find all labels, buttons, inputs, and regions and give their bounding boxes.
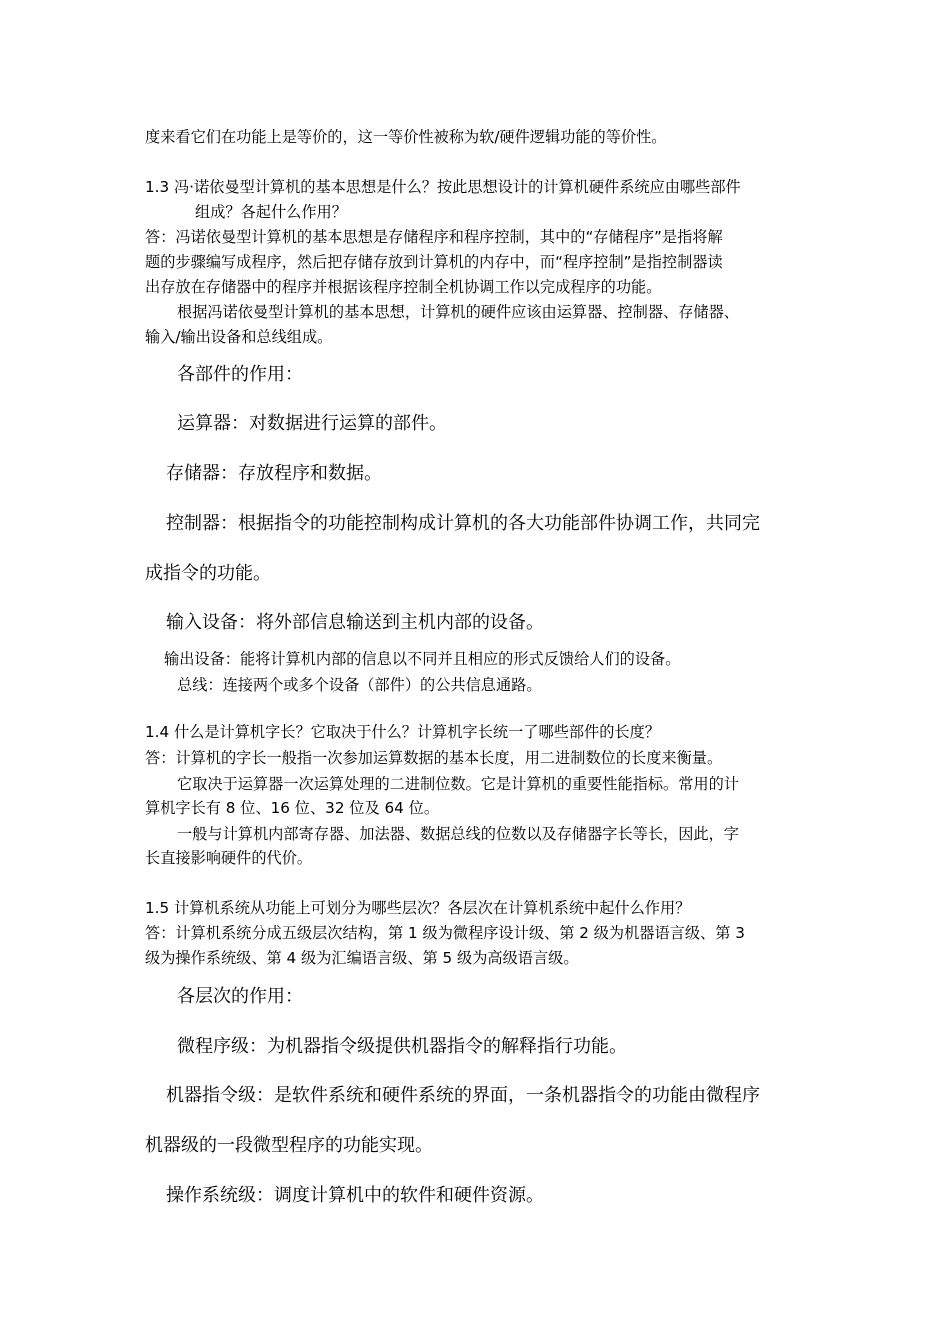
answer-1-5-line-2: 级为操作系统级、第 4 级为汇编语言级、第 5 级为高级语言级。 [145, 949, 579, 967]
output-device-line: 输出设备：能将计算机内部的信息以不同并且相应的形式反馈给人们的设备。 [164, 650, 681, 668]
parts-heading: 各部件的作用： [177, 364, 303, 385]
answer-1-4-line-4: 一般与计算机内部寄存器、加法器、数据总线的位数以及存储器字长等长，因此，字 [177, 825, 739, 843]
answer-1-5-line-1: 答：计算机系统分成五级层次结构，第 1 级为微程序设计级、第 2 级为机器语言级、第 3 [145, 924, 745, 942]
intro-line: 度来看它们在功能上是等价的，这一等价性被称为软/硬件逻辑功能的等价性。 [145, 128, 667, 146]
levels-heading: 各层次的作用： [177, 986, 303, 1007]
question-1-3: 1.3 冯·诺依曼型计算机的基本思想是什么？按此思想设计的计算机硬件系统应由哪些部件 [145, 178, 741, 196]
answer-1-3-line-2: 题的步骤编写成程序，然后把存储存放到计算机的内存中，而“程序控制”是指控制器读 [145, 253, 723, 271]
answer-1-3-line-3: 出存放在存储器中的程序并根据该程序控制全机协调工作以完成程序的功能。 [145, 278, 662, 296]
question-1-4: 1.4 什么是计算机字长？它取决于什么？计算机字长统一了哪些部件的长度？ [145, 723, 660, 741]
answer-1-4-line-5: 长直接影响硬件的代价。 [145, 849, 313, 867]
os-line: 操作系统级：调度计算机中的软件和硬件资源。 [166, 1185, 544, 1206]
answer-1-4-line-3: 算机字长有 8 位、16 位、32 位及 64 位。 [145, 799, 440, 817]
answer-1-4-line-2: 它取决于运算器一次运算处理的二进制位数。它是计算机的重要性能指标。常用的计 [177, 775, 739, 793]
controller-line-2: 成指令的功能。 [145, 563, 271, 584]
answer-1-4-line-1: 答：计算机的字长一般指一次参加运算数据的基本长度，用二进制数位的长度来衡量。 [145, 749, 723, 767]
microprogram-line: 微程序级：为机器指令级提供机器指令的解释指行功能。 [177, 1036, 627, 1057]
question-1-5: 1.5 计算机系统从功能上可划分为哪些层次？各层次在计算机系统中起什么作用？ [145, 899, 691, 917]
input-device-line: 输入设备：将外部信息输送到主机内部的设备。 [166, 612, 544, 633]
bus-line: 总线：连接两个或多个设备（部件）的公共信息通路。 [177, 676, 542, 694]
controller-line-1: 控制器：根据指令的功能控制构成计算机的各大功能部件协调工作，共同完 [166, 513, 760, 534]
machine-instruction-line-1: 机器指令级：是软件系统和硬件系统的界面，一条机器指令的功能由微程序 [166, 1085, 760, 1106]
answer-1-3-line-4: 根据冯诺依曼型计算机的基本思想，计算机的硬件应该由运算器、控制器、存储器、 [177, 303, 739, 321]
machine-instruction-line-2: 机器级的一段微型程序的功能实现。 [145, 1135, 433, 1156]
question-1-3-cont: 组成？各起什么作用？ [195, 203, 347, 221]
answer-1-3-line-5: 输入/输出设备和总线组成。 [145, 328, 333, 346]
memory-line: 存储器：存放程序和数据。 [166, 463, 382, 484]
answer-1-3-line-1: 答：冯诺依曼型计算机的基本思想是存储程序和程序控制，其中的“存储程序”是指将解 [145, 228, 723, 246]
alu-line: 运算器：对数据进行运算的部件。 [177, 413, 447, 434]
